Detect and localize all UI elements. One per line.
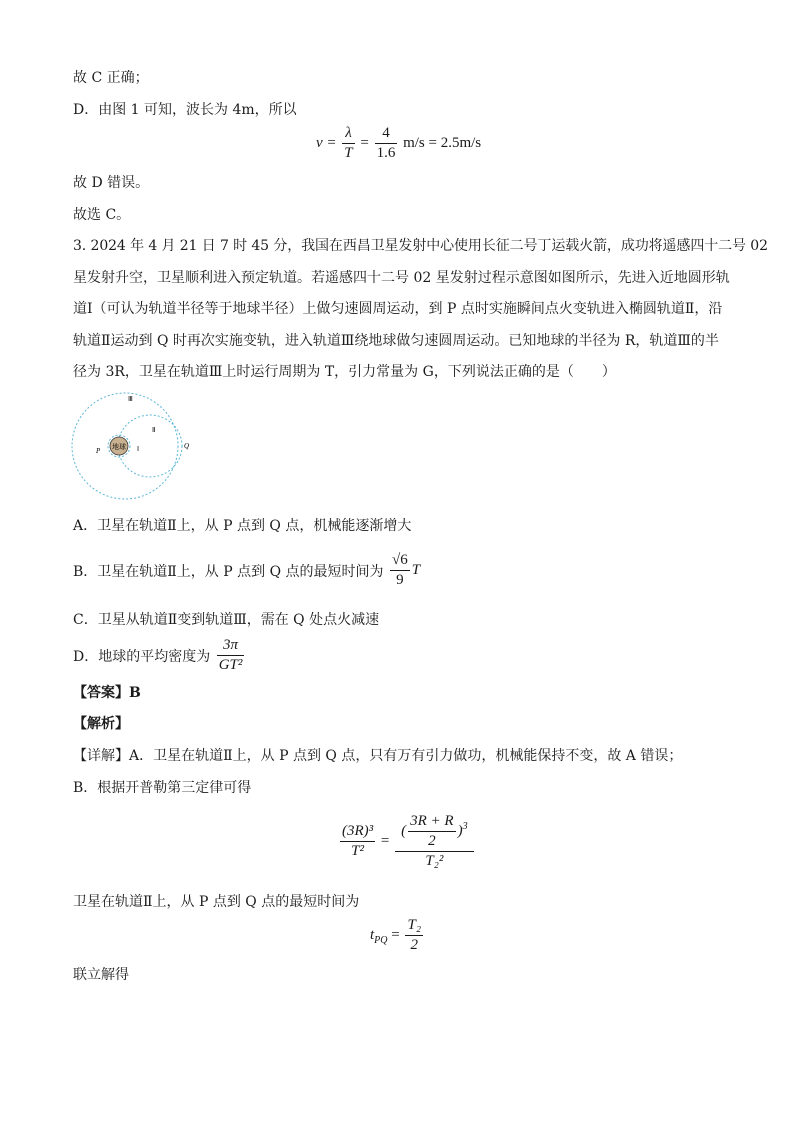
text-line-d-wrong: 故 D 错误。 [73,175,150,191]
fraction-4-over-1-6 [375,124,398,163]
label-orbit-ii: Ⅱ [152,426,156,434]
option-d [73,636,246,675]
option-b-period: T [411,562,421,578]
text-line-choose-c: 故选 C。 [73,207,131,223]
text-line-option-d-intro: D．由图 1 可知，波长为 4m，所以 [73,102,297,118]
formula-tpq [370,916,425,955]
fraction-numerator: 3π [217,636,245,656]
equals-sign: = [380,832,390,849]
fraction-numerator: 3R + R [408,812,455,832]
detail-line-shortest-time: 卫星在轨道Ⅱ上，从 P 点到 Q 点的最短时间为 [73,894,360,910]
detail-line-a: 【详解】A．卫星在轨道Ⅱ上，从 P 点到 Q 点，只有万有引力做功，机械能保持不变，故 A 错误； [73,748,683,764]
fraction-numerator: λ [342,124,354,144]
formula-kepler [338,812,476,871]
fraction-kepler-left [340,822,375,861]
fraction-numerator: (3R)³ [340,822,375,842]
detail-line-combine: 联立解得 [73,967,129,983]
fraction-numerator: T₂ [405,916,423,936]
fraction-density [217,636,245,675]
earth-label: 地球 [112,443,126,451]
detail-line-b: B．根据开普勒第三定律可得 [73,780,252,796]
question-3-line-1: 3. 2024 年 4 月 21 日 7 时 45 分，我国在西昌卫星发射中心使用长征二号丁运载火箭，成功将遥感四十二号 02 [73,238,768,254]
fraction-denominator: 1.6 [376,145,396,161]
fraction-kepler-right [395,812,473,871]
label-orbit-i: Ⅰ [137,445,140,453]
fraction-numerator: 4 [375,124,398,144]
answer-label: 【答案】B [73,685,141,701]
label-orbit-iii: Ⅲ [128,395,133,403]
text-line-correct-c: 故 C 正确； [73,70,149,86]
option-b [73,551,420,590]
fraction-lambda-over-t [342,124,354,163]
formula-tpq-lhs: t [370,926,375,943]
option-b-text: B．卫星在轨道Ⅱ上，从 P 点到 Q 点的最短时间为 [73,563,384,580]
fraction-denominator: 2 [410,937,419,953]
fraction-denominator: 2 [428,833,436,849]
fraction-denominator: T₂² [425,853,444,869]
fraction-numerator: ( $\frac{3R + R}{2}$ )$^3$ [395,812,473,852]
question-3-line-2: 星发射升空，卫星顺利进入预定轨道。若遥感四十二号 02 星发射过程示意图如图所示，先进入近地圆形轨 [73,270,730,286]
fraction-sqrt6-over-9 [390,551,410,590]
fraction-t2-over-2 [405,916,423,955]
option-a: A．卫星在轨道Ⅱ上，从 P 点到 Q 点，机械能逐渐增大 [73,518,412,534]
fraction-denominator: T² [351,843,364,859]
fraction-denominator: T [344,145,353,161]
fraction-semi-major-axis [408,812,455,851]
option-c: C．卫星从轨道Ⅱ变到轨道Ⅲ，需在 Q 处点火减速 [73,612,380,628]
analysis-label: 【解析】 [73,716,129,732]
formula-v-lhs: v = [316,134,337,151]
equals-sign: = [391,926,400,943]
fraction-numerator: √6 [390,551,410,571]
option-d-text: D．地球的平均密度为 [73,648,211,665]
formula-tpq-subscript: PQ [374,934,388,946]
formula-v-result: m/s = 2.5m/s [403,134,482,151]
label-point-q: Q [184,442,190,450]
label-point-p: P [96,447,101,455]
fraction-denominator: 9 [396,572,404,588]
question-3-line-5: 径为 3R，卫星在轨道Ⅲ上时运行周期为 T，引力常量为 G，下列说法正确的是（ ） [73,364,616,380]
orbit-diagram [70,388,200,503]
question-3-line-4: 轨道Ⅱ运动到 Q 时再次实施变轨，进入轨道Ⅲ绕地球做匀速圆周运动。已知地球的半径为 R，轨道Ⅲ的半 [73,333,719,349]
question-3-line-3: 道Ⅰ（可认为轨道半径等于地球半径）上做匀速圆周运动，到 P 点时实施瞬间点火变轨进入椭圆轨道Ⅱ，沿 [73,301,723,317]
fraction-denominator: GT² [218,657,243,673]
equals-sign: = [360,134,369,151]
formula-velocity [316,124,481,163]
